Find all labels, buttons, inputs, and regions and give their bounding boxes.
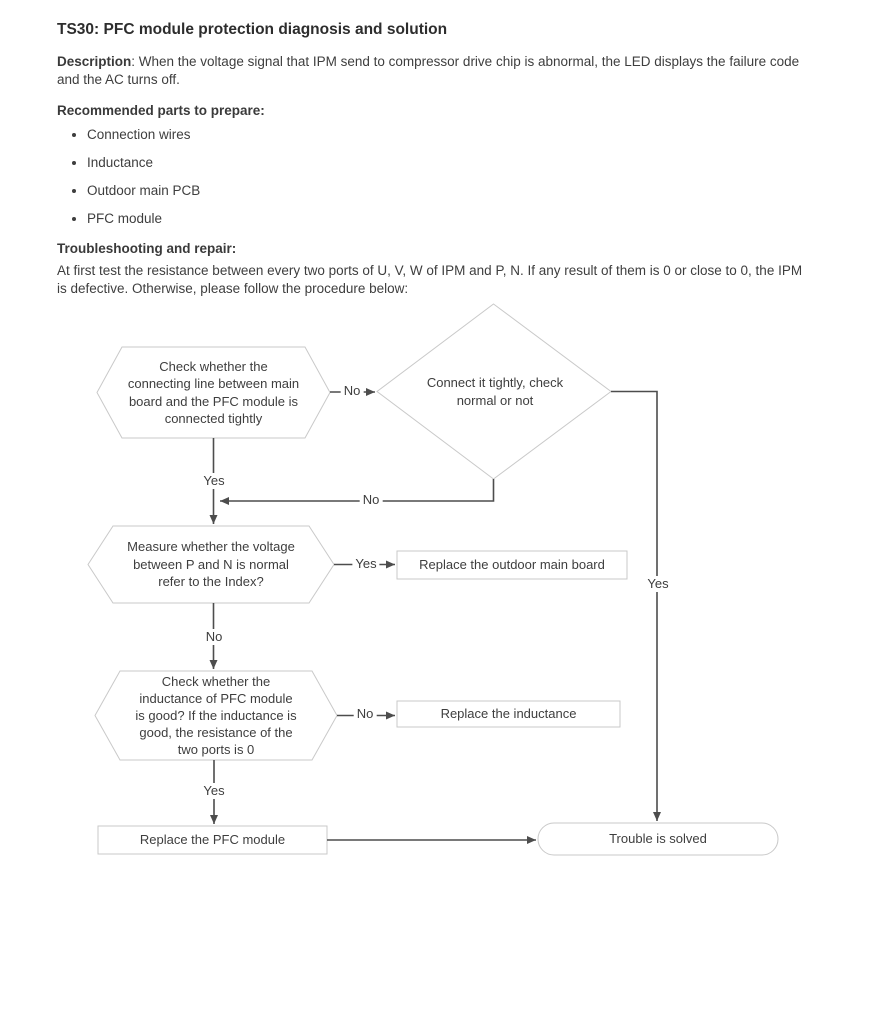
list-item-inductance: • Inductance: [87, 154, 812, 172]
node-check-inductance: Check whether the inductance of PFC module is good? If the inductance is good, the resistance of the two ports is 0: [135, 674, 297, 757]
edge-label-connect-tightly-no: No: [360, 492, 383, 508]
node-replace-main-board: Replace the outdoor main board: [419, 557, 605, 573]
list-item-pfc-module: • PFC module: [87, 210, 812, 228]
node-replace-inductance: Replace the inductance: [440, 706, 577, 722]
edge-label-check-inductance-yes: Yes: [200, 783, 227, 799]
edge-label-check-inductance-no: No: [354, 706, 377, 722]
edge-label-check-connection-yes: Yes: [200, 473, 227, 489]
repair-text: At first test the resistance between every two ports of U, V, W of IPM and P, N. If any result of them is 0 or close to 0, the IPM is defective. Otherwise, please follow the procedure below:: [57, 263, 803, 296]
description-label: Description: [57, 54, 132, 69]
edge-connect-tightly-no: [220, 479, 494, 501]
node-trouble-solved: Trouble is solved: [609, 831, 707, 847]
page-title: TS30: PFC module protection diagnosis and solution: [57, 21, 448, 38]
list-item-connection-wires: • Connection wires: [87, 126, 812, 144]
edge-label-measure-voltage-yes: Yes: [352, 556, 379, 572]
node-replace-pfc-module: Replace the PFC module: [139, 832, 286, 848]
list-item-outdoor-main-pcb: • Outdoor main PCB: [87, 182, 812, 200]
edge-connect-tightly-yes: [611, 392, 657, 822]
edge-label-connect-tightly-yes: Yes: [644, 576, 671, 592]
node-connect-tightly: Connect it tightly, check normal or not: [426, 375, 564, 408]
description-text: : When the voltage signal that IPM send to compressor drive chip is abnormal, the LED displays the failure code and the AC turns off.: [57, 54, 800, 87]
edge-label-measure-voltage-no: No: [203, 629, 226, 645]
repair-heading: Troubleshooting and repair:: [57, 241, 237, 256]
parts-heading: Recommended parts to prepare:: [57, 103, 265, 118]
node-check-connection: Check whether the connecting line between main board and the PFC module is connected tightly: [127, 358, 300, 426]
node-measure-voltage: Measure whether the voltage between P and N is normal refer to the Index?: [127, 539, 295, 590]
edge-label-check-connection-no: No: [341, 383, 364, 399]
